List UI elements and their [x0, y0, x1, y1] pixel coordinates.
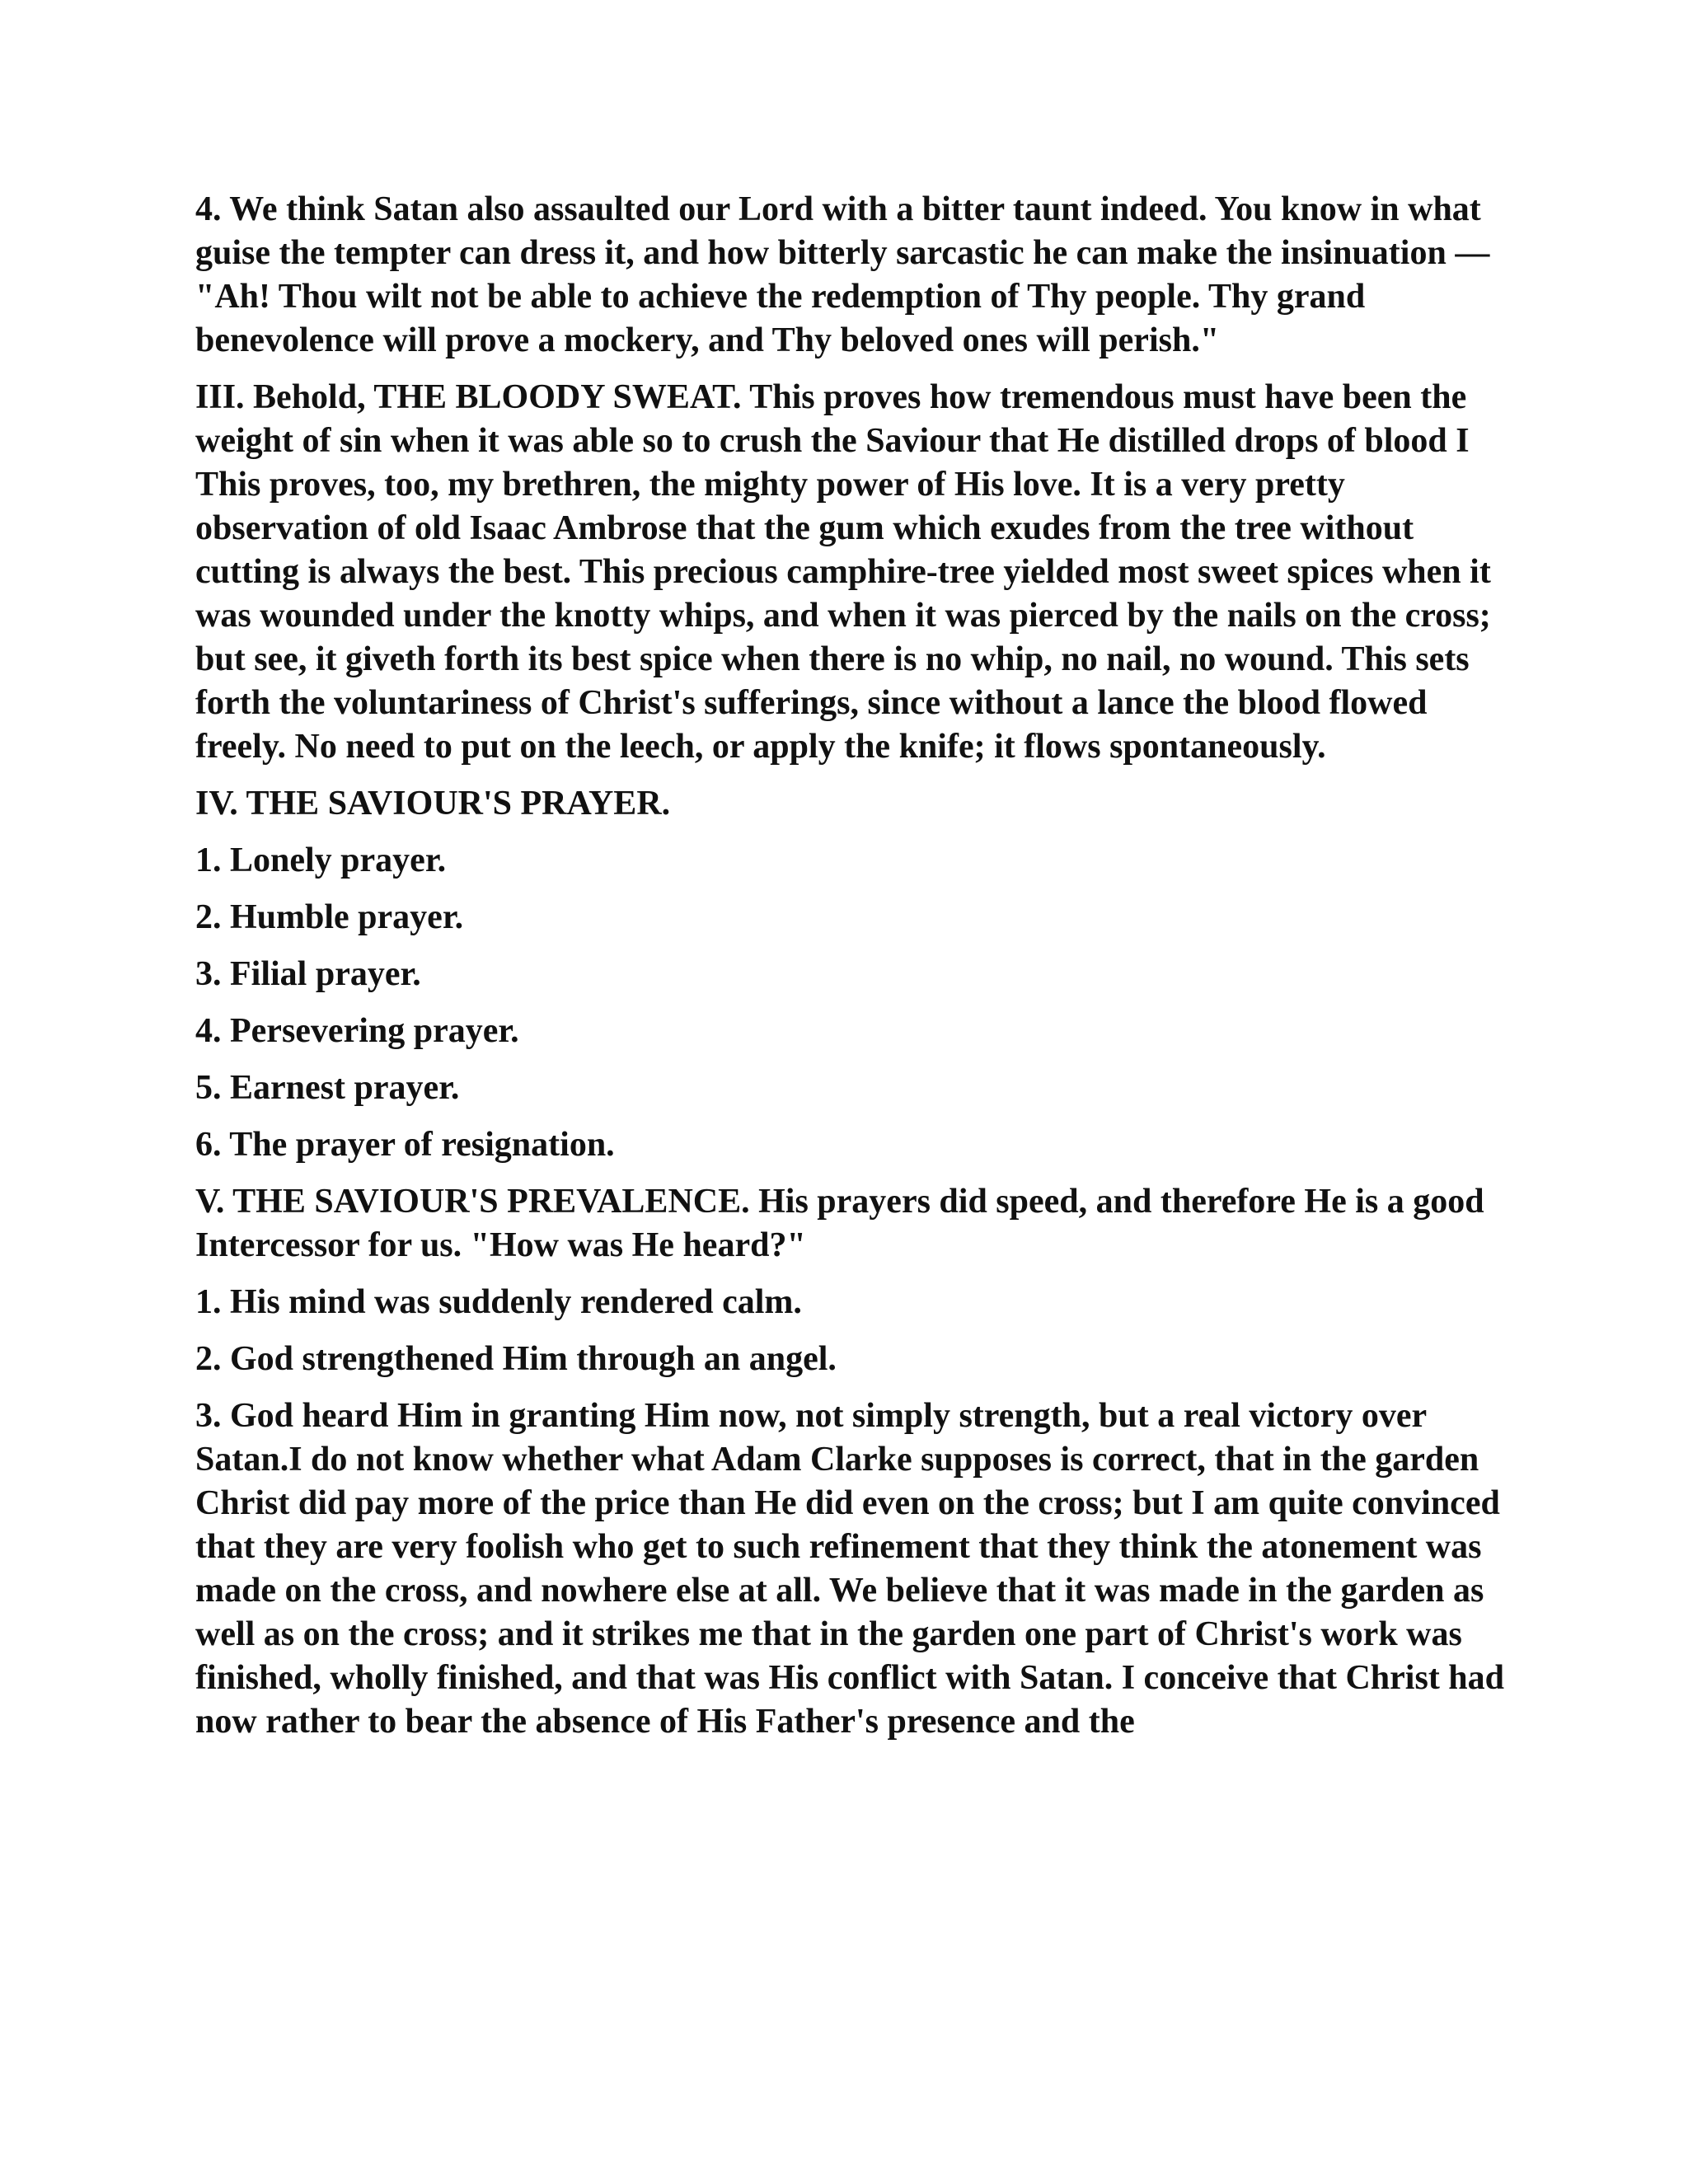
paragraph-saviours-prevalence: V. THE SAVIOUR'S PREVALENCE. His prayers did speed, and therefore He is a good Intercessor for us. "How was He heard?" [195, 1183, 1484, 1264]
list-item-persevering-prayer: 4. Persevering prayer. [195, 1012, 519, 1050]
list-item-resignation-prayer: 6. The prayer of resignation. [195, 1126, 615, 1164]
list-item-filial-prayer: 3. Filial prayer. [195, 955, 421, 993]
paragraph-satan-taunt: 4. We think Satan also assaulted our Lord with a bitter taunt indeed. You know in what guise the tempter can dress it, and how bitterly sarcastic he can make the insinuation — "Ah! Thou wilt not be able to achieve the redemption of Thy people. Thy grand benevolence will prove a mockery, and Thy beloved ones will perish." [195, 190, 1490, 359]
list-item-lonely-prayer: 1. Lonely prayer. [195, 841, 447, 879]
paragraph-victory-over-satan: 3. God heard Him in granting Him now, not simply strength, but a real victory over Satan.I do not know whether what Adam Clarke supposes is correct, that in the garden Christ did pay more of the price than He did even on the cross; but I am quite convinced that they are very foolish who get to such refinement that they think the atonement was made on the cross, and nowhere else at all. We believe that it was made in the garden as well as on the cross; and it strikes me that in the garden one part of Christ's work was finished, wholly finished, and that was His conflict with Satan. I conceive that Christ had now rather to bear the absence of His Father's presence and the [195, 1397, 1505, 1741]
list-item-angel-strength: 2. God strengthened Him through an angel. [195, 1340, 837, 1378]
document-page [195, 188, 1514, 1757]
paragraph-bloody-sweat: III. Behold, THE BLOODY SWEAT. This proves how tremendous must have been the weight of sin when it was able so to crush the Saviour that He distilled drops of blood I This proves, too, my brethren, the mighty power of His love. It is a very pretty observation of old Isaac Ambrose that the gum which exudes from the tree without cutting is always the best. This precious camphire-tree yielded most sweet spices when it was wounded under the knotty whips, and when it was pierced by the nails on the cross; but see, it giveth forth its best spice when there is no whip, no nail, no wound. This sets forth the voluntariness of Christ's sufferings, since without a lance the blood flowed freely. No need to put on the leech, or apply the knife; it flows spontaneously. [195, 378, 1491, 766]
list-item-mind-calm: 1. His mind was suddenly rendered calm. [195, 1283, 802, 1321]
list-item-earnest-prayer: 5. Earnest prayer. [195, 1069, 460, 1107]
heading-saviours-prayer: IV. THE SAVIOUR'S PRAYER. [195, 785, 671, 823]
list-item-humble-prayer: 2. Humble prayer. [195, 898, 464, 936]
